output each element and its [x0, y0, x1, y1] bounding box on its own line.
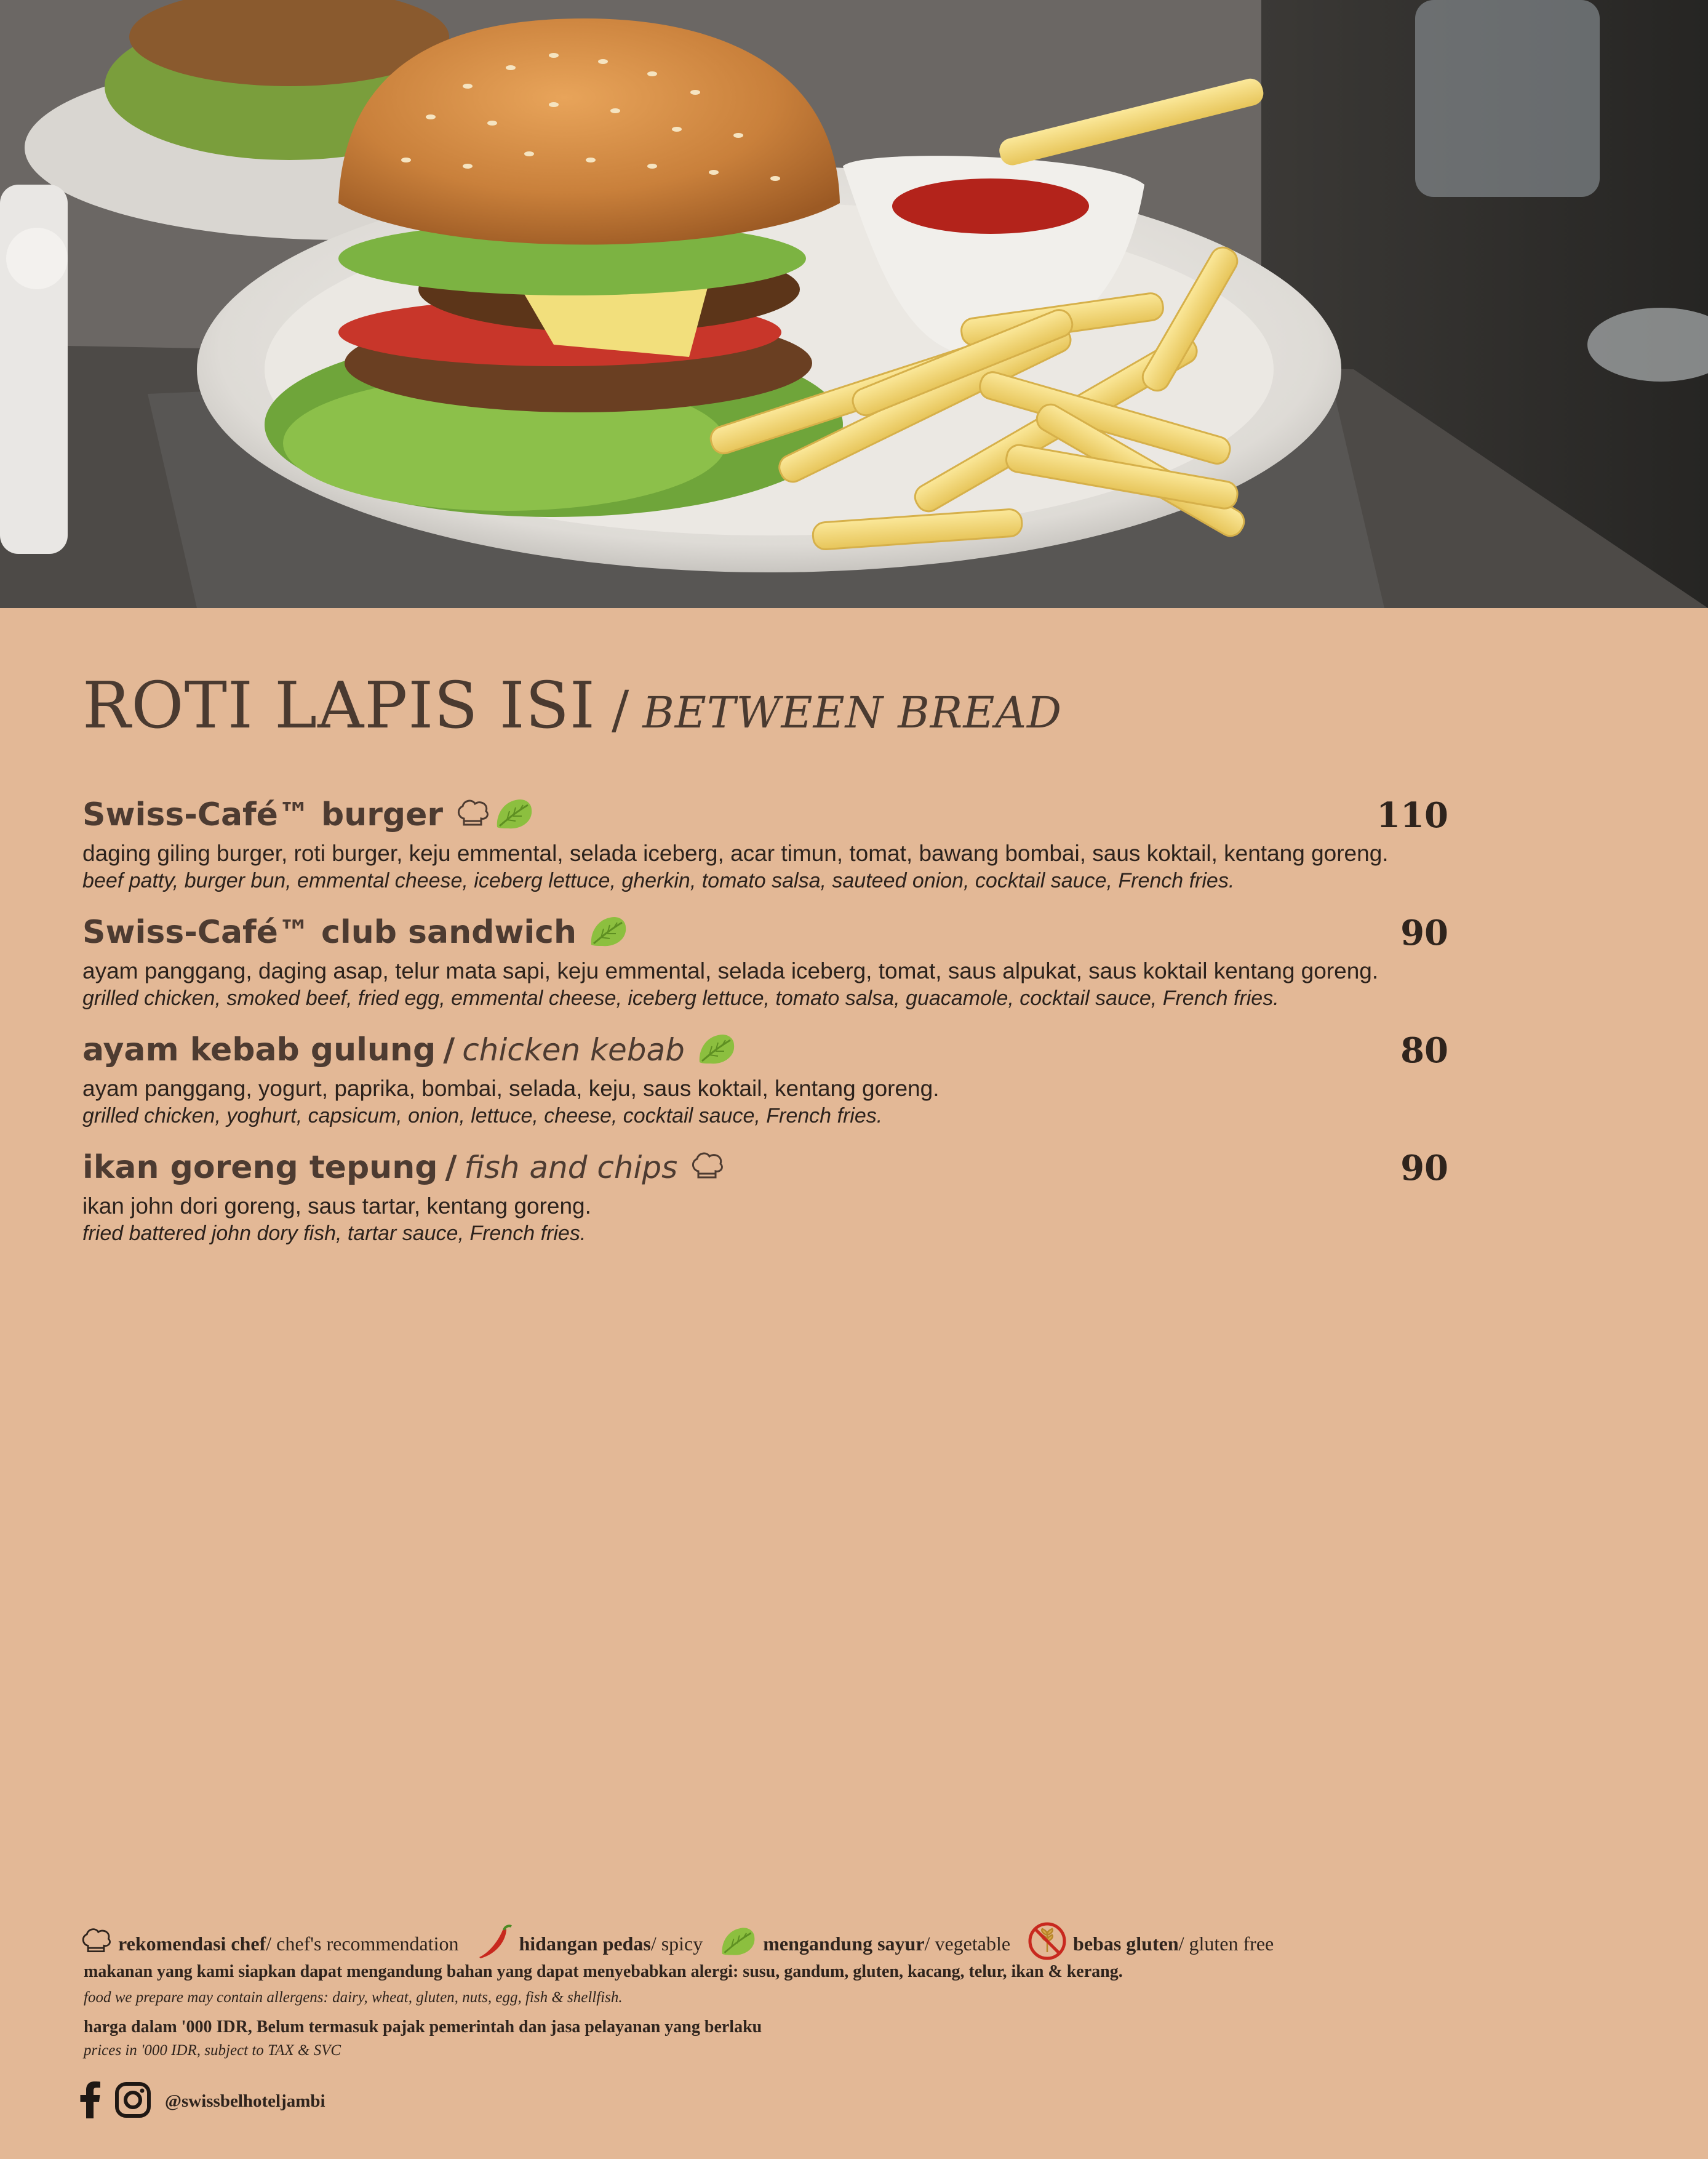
item-description-id: ikan john dori goreng, saus tartar, kentang goreng. [82, 1193, 591, 1219]
item-price: 110 [1376, 795, 1448, 836]
item-description-id: ayam panggang, yogurt, paprika, bombai, selada, keju, saus koktail, kentang goreng. [82, 1076, 940, 1101]
menu-item [82, 908, 1448, 1025]
legend-label-en: / chef's recommendation [266, 1932, 459, 1955]
social-handle[interactable]: @swissbelhoteljambi [165, 2091, 325, 2111]
menu-item [82, 790, 1448, 908]
item-description-en: grilled chicken, yoghurt, capsicum, onion, lettuce, cheese, cocktail sauce, French fries. [82, 1104, 883, 1128]
item-name: Swiss-Café™ club sandwich [82, 914, 577, 951]
item-name-en: chicken kebab [462, 1032, 685, 1068]
item-description-en: grilled chicken, smoked beef, fried egg, emmental cheese, iceberg lettuce, tomato salsa, guacamole, cocktail sauce, French fries. [82, 987, 1279, 1010]
vegetable-leaf-icon [495, 796, 534, 834]
chef-hat-icon [455, 798, 490, 833]
menu-list [82, 790, 1448, 1260]
item-name: ayam kebab gulung [82, 1031, 436, 1068]
menu-item [82, 1025, 1448, 1143]
instagram-icon[interactable] [114, 2081, 151, 2121]
item-description-id: daging giling burger, roti burger, keju emmental, selada iceberg, acar timun, tomat, bawang bombai, saus koktail, kentang goreng. [82, 841, 1389, 866]
legend-label-en: / gluten free [1178, 1932, 1274, 1955]
legend-label-id: rekomendasi chef [118, 1932, 266, 1955]
facebook-icon[interactable] [80, 2081, 101, 2121]
item-name: ikan goreng tepung [82, 1149, 438, 1186]
vegetable-leaf-icon [589, 914, 628, 951]
legend-label-id: mengandung sayur [763, 1932, 925, 1955]
gluten-free-icon [1028, 1921, 1073, 1966]
item-name: Swiss-Café™ burger [82, 796, 444, 833]
item-separator: / [445, 1149, 457, 1186]
legend-label-en: / vegetable [924, 1932, 1011, 1955]
item-separator: / [443, 1031, 455, 1068]
legend-label-id: hidangan pedas [519, 1932, 651, 1955]
item-price: 90 [1400, 1148, 1448, 1188]
hero-food-photo [0, 0, 1708, 608]
chef-hat-icon [80, 1926, 118, 1961]
allergen-note-en: food we prepare may contain allergens: dairy, wheat, gluten, nuts, egg, fish & shellfish. [84, 1989, 623, 2006]
legend-spicy [476, 1924, 703, 1963]
item-price: 90 [1400, 913, 1448, 953]
social-links [80, 2081, 325, 2121]
legend-vegetable [720, 1925, 1010, 1963]
allergen-note-id: makanan yang kami siapkan dapat mengandung bahan yang dapat menyebabkan alergi: susu, gandum, gluten, kacang, telur, ikan & kerang. [84, 1962, 1123, 1981]
title-sub: BETWEEN BREAD [642, 687, 1063, 738]
chef-hat-icon [690, 1150, 724, 1185]
title-main: ROTI LAPIS ISI [82, 668, 596, 743]
icon-legend [80, 1921, 1291, 1966]
legend-gluten-free [1028, 1921, 1274, 1966]
legend-label-en: / spicy [650, 1932, 703, 1955]
title-separator: / [612, 679, 629, 740]
legend-chef-recommendation [80, 1926, 458, 1961]
legend-label-id: bebas gluten [1073, 1932, 1179, 1955]
price-note-en: prices in '000 IDR, subject to TAX & SVC [84, 2042, 341, 2059]
item-price: 80 [1400, 1030, 1448, 1071]
menu-item [82, 1143, 1448, 1260]
vegetable-leaf-icon [697, 1031, 736, 1069]
item-description-en: fried battered john dory fish, tartar sauce, French fries. [82, 1222, 586, 1245]
price-note-id: harga dalam '000 IDR, Belum termasuk pajak pemerintah dan jasa pelayanan yang berlaku [84, 2017, 762, 2037]
chili-pepper-icon [476, 1924, 519, 1963]
item-name-en: fish and chips [464, 1150, 678, 1185]
vegetable-leaf-icon [720, 1925, 763, 1963]
section-title [82, 668, 1062, 743]
item-description-en: beef patty, burger bun, emmental cheese, iceberg lettuce, gherkin, tomato salsa, sauteed onion, cocktail sauce, French fries. [82, 869, 1235, 892]
item-description-id: ayam panggang, daging asap, telur mata sapi, keju emmental, selada iceberg, tomat, saus alpukat, saus koktail kentang goreng. [82, 958, 1379, 983]
